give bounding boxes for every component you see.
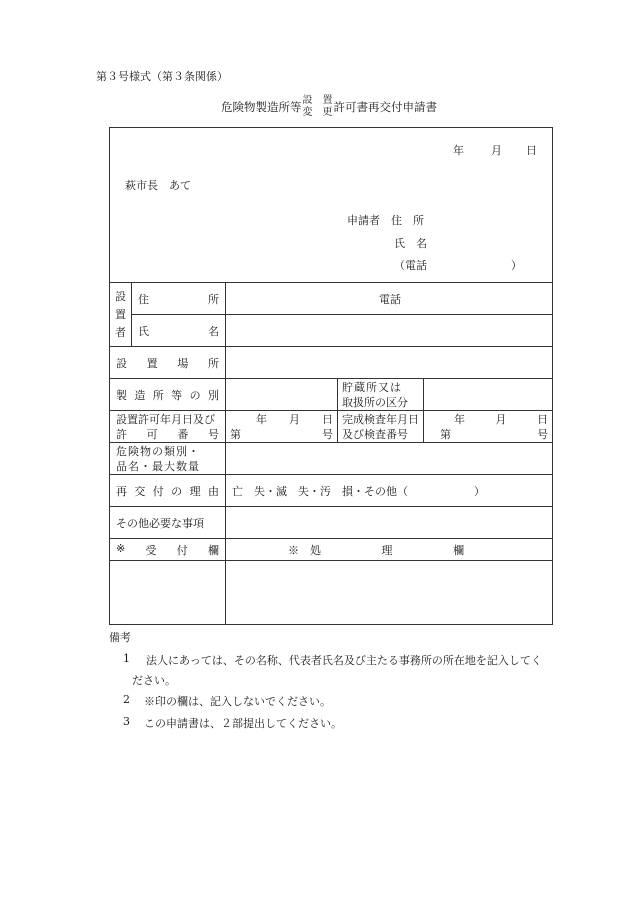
notes-heading: 備考 — [109, 631, 131, 644]
note-2-number: 2 — [123, 693, 130, 706]
note-1-line1: 法人にあっては、その名称、代表者氏名及び主たる事務所の所在地を記入してく — [146, 654, 542, 667]
inspection-label-line2: 及び検査番号 — [342, 427, 408, 441]
note-3-number: 3 — [123, 715, 130, 728]
name-label-char: 名 — [208, 324, 219, 338]
processing-label-part: 理 — [381, 543, 393, 557]
permit-date-number-field[interactable] — [226, 411, 338, 443]
installer-name-row — [110, 315, 553, 347]
facility-type-label-char: 等 — [171, 388, 183, 402]
facility-type-label-char: 所 — [152, 388, 164, 402]
installer-address-field[interactable] — [226, 283, 553, 315]
installer-label-char: 者 — [115, 325, 126, 339]
processing-area — [226, 561, 553, 625]
reason-label-char: 付 — [152, 484, 164, 498]
applicant-name-label: 氏 名 — [394, 237, 427, 250]
facility-type-label-char: 造 — [134, 388, 146, 402]
facility-type-row — [110, 379, 553, 411]
other-field[interactable] — [226, 507, 553, 539]
note-3-text: この申請書は、２部提出してください。 — [144, 717, 342, 730]
application-form-table — [109, 127, 553, 625]
title-stack — [303, 95, 333, 119]
storage-label-line2: 取扱所の区分 — [342, 395, 408, 409]
date-day-label: 日 — [526, 144, 537, 157]
location-label-char: 場 — [177, 356, 189, 370]
header-block[interactable] — [110, 128, 553, 283]
reception-label-char: 受 — [145, 543, 157, 557]
title-stack-top: 設 置 — [302, 95, 333, 106]
date-month-label: 月 — [491, 144, 502, 157]
permit-label-cell — [110, 411, 226, 443]
installer-label-char: 置 — [115, 307, 126, 321]
installer-address-row — [110, 283, 553, 315]
facility-type-label-char: 別 — [207, 388, 219, 402]
permit-number-suffix: 号 — [322, 427, 333, 441]
note-2-text: ※印の欄は、記入しないでください。 — [144, 695, 331, 708]
installer-name-label-cell — [132, 315, 226, 347]
name-label-char: 氏 — [138, 324, 149, 338]
page-title — [221, 93, 437, 121]
address-label-char: 住 — [138, 292, 149, 306]
storage-class-label-cell — [338, 379, 424, 411]
addressee: 萩市長 あて — [125, 179, 191, 192]
permit-date-label-line1: 設置許可年月日及び — [116, 412, 215, 426]
inspection-label-cell — [338, 411, 424, 443]
reception-label-cell — [110, 539, 226, 561]
office-use-area-row — [110, 561, 553, 625]
reason-label-cell — [110, 475, 226, 507]
inspection-number-prefix: 第 — [440, 427, 451, 441]
location-label-char: 設 — [116, 356, 127, 370]
permit-number-prefix: 第 — [230, 427, 241, 441]
reception-area — [110, 561, 226, 625]
facility-type-label-char: の — [189, 388, 201, 402]
other-label: その他必要な事項 — [116, 516, 204, 530]
hazard-label-line1: 危険物の類別・ — [116, 444, 200, 458]
other-row — [110, 507, 553, 539]
permit-label-char: 可 — [146, 427, 158, 441]
applicant-address-label: 申請者 住 所 — [347, 214, 424, 227]
reason-label-char: 再 — [116, 484, 127, 498]
installer-label-cell — [110, 283, 132, 347]
title-stack-bottom: 変 更 — [302, 107, 333, 118]
note-1-line2: ださい。 — [132, 674, 176, 687]
location-field[interactable] — [226, 347, 553, 379]
location-label-char: 所 — [207, 356, 219, 370]
inspection-day: 日 — [537, 412, 549, 426]
permit-label-char: 許 — [116, 427, 127, 441]
inspection-label-line1: 完成検査年月日 — [342, 412, 419, 426]
title-suffix: 許可書再交付申請書 — [333, 100, 437, 114]
permit-month: 月 — [289, 412, 300, 426]
permit-year: 年 — [256, 412, 267, 426]
permit-row — [110, 411, 553, 443]
processing-label-part: 欄 — [453, 543, 465, 557]
inspection-year: 年 — [454, 412, 465, 426]
permit-label-char: 号 — [207, 427, 219, 441]
title-prefix: 危険物製造所等 — [221, 100, 302, 114]
permit-day: 日 — [322, 412, 333, 426]
processing-label-cell — [226, 539, 553, 561]
location-label-cell — [110, 347, 226, 379]
storage-class-field[interactable] — [424, 379, 553, 411]
location-row — [110, 347, 553, 379]
processing-label-part: ※ 処 — [288, 543, 321, 557]
permit-label-char: 番 — [177, 427, 189, 441]
phone-label: 電話 — [379, 292, 402, 306]
header-block-row — [110, 128, 553, 283]
hazard-row — [110, 443, 553, 475]
reason-label-char: 交 — [134, 484, 146, 498]
reason-label-char: 由 — [207, 484, 219, 498]
applicant-phone-close: ） — [511, 259, 522, 272]
reason-options: 亡 失・滅 失・汚 損・その他（ ） — [232, 484, 485, 498]
other-label-cell — [110, 507, 226, 539]
facility-type-label-char: 製 — [116, 388, 127, 402]
hazard-field[interactable] — [226, 443, 553, 475]
location-label-char: 置 — [146, 356, 158, 370]
reception-label-char: 付 — [176, 543, 188, 557]
reception-label-char: ※ — [116, 541, 126, 555]
installer-label-char: 設 — [115, 289, 126, 303]
facility-type-label-cell — [110, 379, 226, 411]
reception-label-char: 欄 — [207, 543, 219, 557]
inspection-month: 月 — [495, 412, 507, 426]
applicant-phone-open: （電話 — [394, 259, 427, 272]
hazard-label-line2: 品名・最大数量 — [116, 459, 200, 473]
date-year-label: 年 — [453, 144, 464, 157]
office-use-header-row — [110, 539, 553, 561]
facility-type-field[interactable] — [226, 379, 338, 411]
storage-label-line1: 貯蔵所又は — [342, 380, 402, 394]
reason-options-field[interactable] — [226, 475, 553, 507]
hazard-label-cell — [110, 443, 226, 475]
reason-label-char: の — [171, 484, 183, 498]
inspection-number-suffix: 号 — [537, 427, 549, 441]
reason-row — [110, 475, 553, 507]
installer-name-field[interactable] — [226, 315, 553, 347]
form-number: 第３号様式（第３条関係） — [96, 70, 228, 83]
address-label-char: 所 — [208, 292, 219, 306]
installer-address-label-cell — [132, 283, 226, 315]
reason-label-char: 理 — [189, 484, 201, 498]
note-1-number: 1 — [123, 652, 130, 665]
inspection-date-number-field[interactable] — [424, 411, 553, 443]
